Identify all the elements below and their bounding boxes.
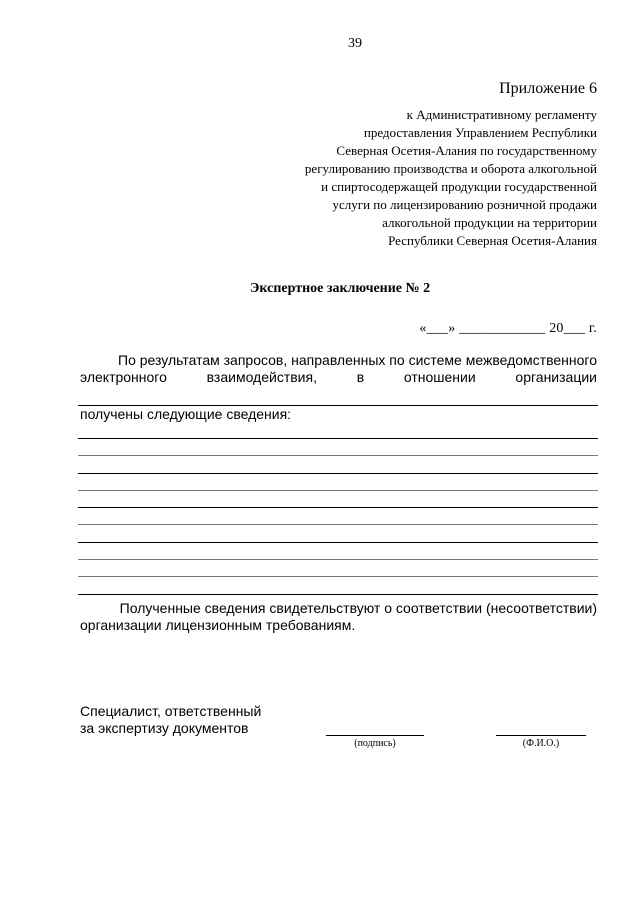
blank-rule [78, 576, 598, 577]
paragraph1-word: отношении [403, 369, 476, 385]
appendix-title: Приложение 6 [499, 80, 597, 97]
paragraph1-line1: По результатам запросов, направленных по системе межведомственного [118, 352, 597, 368]
blank-rule [78, 594, 598, 595]
blank-rule [78, 438, 598, 439]
conclusion-title: Экспертное заключение № 2 [249, 281, 431, 296]
paragraph1-word: электронного [80, 369, 167, 385]
paragraph2-line2: организации лицензионным требованиям. [80, 617, 356, 633]
blank-rule [78, 559, 598, 560]
blank-rule [78, 490, 598, 491]
paragraph1-line2 [80, 369, 597, 386]
annex-line: Республики Северная Осетия-Алания [388, 233, 597, 248]
fio-caption: (Ф.И.О.) [522, 738, 560, 749]
specialist-label-line2: за экспертизу документов [80, 720, 249, 736]
annex-line: предоставления Управлением Республики [363, 125, 597, 140]
signature-caption: (подпись) [354, 738, 396, 749]
signature-line [326, 735, 424, 736]
annex-line: алкогольной продукции на территории [382, 215, 597, 230]
annex-line: Северная Осетия-Алания по государственному [336, 143, 597, 158]
paragraph2-line1: Полученные сведения свидетельствуют о соответствии (несоответствии) [119, 600, 597, 616]
paragraph1-line3: получены следующие сведения: [80, 406, 292, 422]
date-line: «___» ____________ 20___ г. [419, 321, 597, 336]
fio-line [496, 735, 586, 736]
annex-line: к Административному регламенту [406, 107, 597, 122]
annex-line: регулированию производства и оборота алкогольной [304, 161, 597, 176]
blank-rule [78, 524, 598, 525]
blank-rule [78, 473, 598, 474]
annex-line: услуги по лицензированию розничной продажи [332, 197, 597, 212]
blank-rule [78, 542, 598, 543]
page-number: 39 [348, 36, 362, 51]
paragraph1-word: взаимодействия, [206, 369, 317, 385]
annex-reference [305, 106, 597, 250]
annex-line: и спиртосодержащей продукции государственной [321, 179, 597, 194]
blank-rule [78, 455, 598, 456]
paragraph1-word: организации [515, 369, 597, 385]
specialist-label-line1: Специалист, ответственный [80, 703, 262, 719]
blank-rule [78, 507, 598, 508]
paragraph1-word: в [356, 369, 365, 385]
